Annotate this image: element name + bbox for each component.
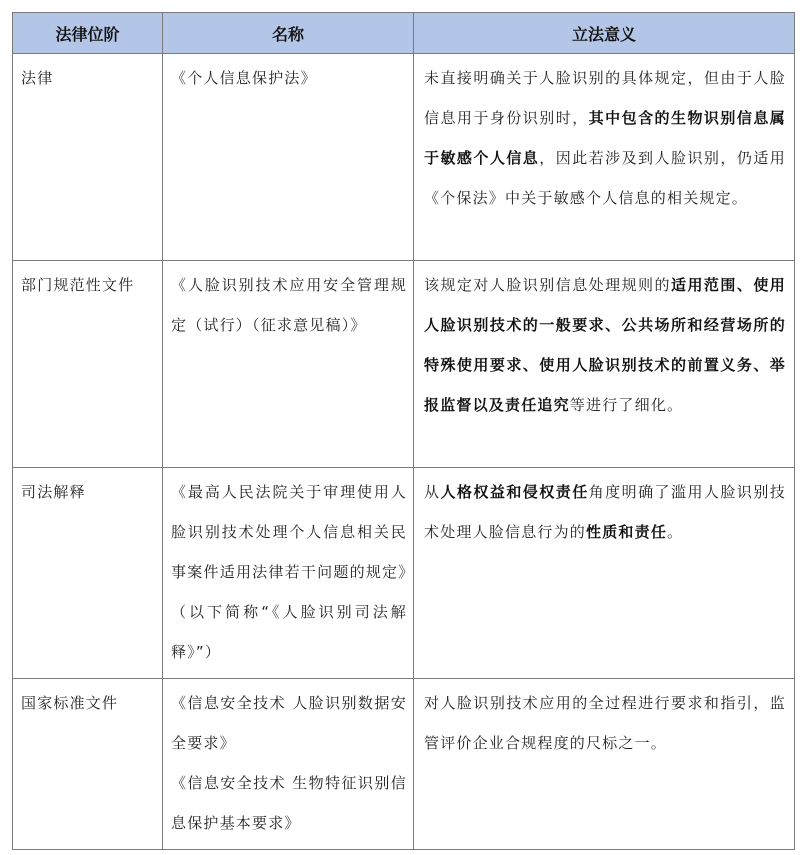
row-names — [163, 54, 414, 261]
table-row — [13, 54, 795, 261]
law-name: 《信息安全技术 生物特征识别信息保护基本要求》 — [171, 774, 407, 832]
row-level: 国家标准文件 — [13, 679, 163, 850]
row-meaning — [414, 54, 795, 261]
law-name: 《信息安全技术 人脸识别数据安全要求》 — [171, 694, 407, 752]
row-names — [163, 679, 414, 850]
meaning-emphasis: 其中包含的生物识别信息属于敏感个人信息 — [424, 109, 786, 167]
meaning-text: 未直接明确关于人脸识别的具体规定，但由于人脸信息用于身份识别时， — [424, 69, 786, 127]
row-level: 司法解释 — [13, 468, 163, 679]
law-name: 《人脸识别技术应用安全管理规定（试行）（征求意见稿）》 — [171, 276, 407, 334]
table-row — [13, 468, 795, 679]
meaning-text: 从 — [424, 483, 441, 501]
row-level: 法律 — [13, 54, 163, 261]
table-row — [13, 679, 795, 850]
header-row — [13, 13, 795, 54]
header-meaning: 立法意义 — [414, 13, 795, 54]
meaning-text: ，因此若涉及到人脸识别，仍适用《个保法》中关于敏感个人信息的相关规定。 — [424, 149, 786, 207]
law-name: 《个人信息保护法》 — [171, 69, 317, 87]
table-row — [13, 261, 795, 468]
row-level: 部门规范性文件 — [13, 261, 163, 468]
meaning-text: 对人脸识别技术应用的全过程进行要求和指引，监管评价企业合规程度的尺标之一。 — [424, 694, 786, 752]
row-meaning — [414, 468, 795, 679]
meaning-emphasis: 人格权益和侵权责任 — [440, 483, 589, 501]
meaning-text: 该规定对人脸识别信息处理规则的 — [424, 276, 671, 294]
law-name: 《最高人民法院关于审理使用人脸识别技术处理个人信息相关民事案件适用法律若干问题的规定》（以下简称“《人脸识别司法解释》”） — [171, 483, 407, 661]
meaning-text: 。 — [667, 523, 684, 541]
meaning-emphasis: 性质和责任 — [586, 523, 668, 541]
row-meaning — [414, 679, 795, 850]
row-names — [163, 468, 414, 679]
row-names — [163, 261, 414, 468]
meaning-emphasis: 适用范围、使用人脸识别技术的一般要求、公共场所和经营场所的特殊使用要求、使用人脸识别技术的前置义务、举报监督以及责任追究 — [424, 276, 786, 414]
meaning-text: 等进行了细化。 — [569, 396, 684, 414]
meaning-text: 角度明确了滥用人脸识别技术处理人脸信息行为的 — [424, 483, 786, 541]
header-name: 名称 — [163, 13, 414, 54]
header-level: 法律位阶 — [13, 13, 163, 54]
row-meaning — [414, 261, 795, 468]
legal-framework-table — [12, 12, 795, 850]
